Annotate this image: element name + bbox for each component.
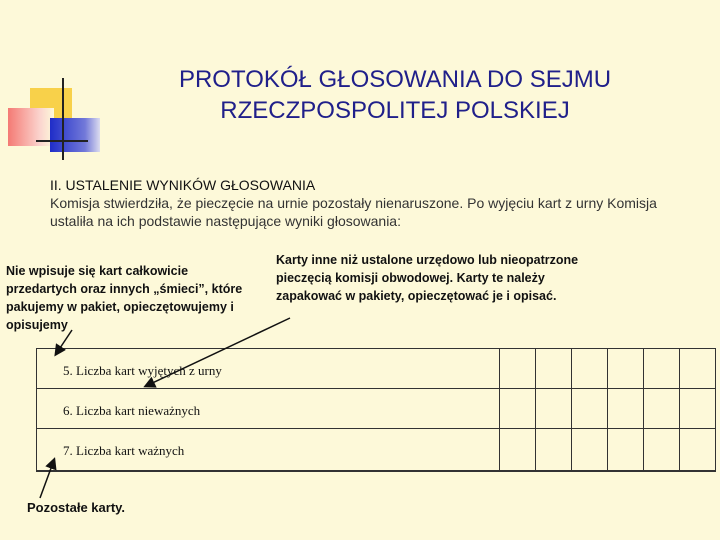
note-left: Nie wpisuje się kart całkowicie przedartych oraz innych „śmieci”, które pakujemy w pakiet, opieczętowujemy i opisujemy (6, 264, 243, 332)
row-label: 7. Liczba kart ważnych (63, 443, 185, 458)
arrow-bottom-note (40, 460, 54, 498)
note-right: Karty inne niż ustalone urzędowo lub nieopatrzone pieczęcią komisji obwodowej. Karty te należy zapakować w pakiety, opieczętować je i opisać. (276, 253, 579, 303)
row-label: 6. Liczba kart nieważnych (63, 403, 201, 418)
note-bottom: Pozostałe karty. (27, 500, 126, 515)
title-line-1: PROTOKÓŁ GŁOSOWANIA DO SEJMU (178, 66, 612, 93)
arrow-left-note (56, 330, 72, 354)
arrow-right-note (146, 318, 290, 386)
section-heading: II. USTALENIE WYNIKÓW GŁOSOWANIA (50, 177, 316, 193)
row-label: 5. Liczba kart wyjętych z urny (63, 363, 222, 378)
title-line-2: RZECZPOSPOLITEJ POLSKIEJ (220, 97, 570, 124)
section-body: Komisja stwierdziła, że pieczęcie na urnie pozostały nienaruszone. Po wyjęciu kart z urny Komisja ustaliła na ich podstawie następujące wyniki głosowania: (50, 195, 657, 229)
